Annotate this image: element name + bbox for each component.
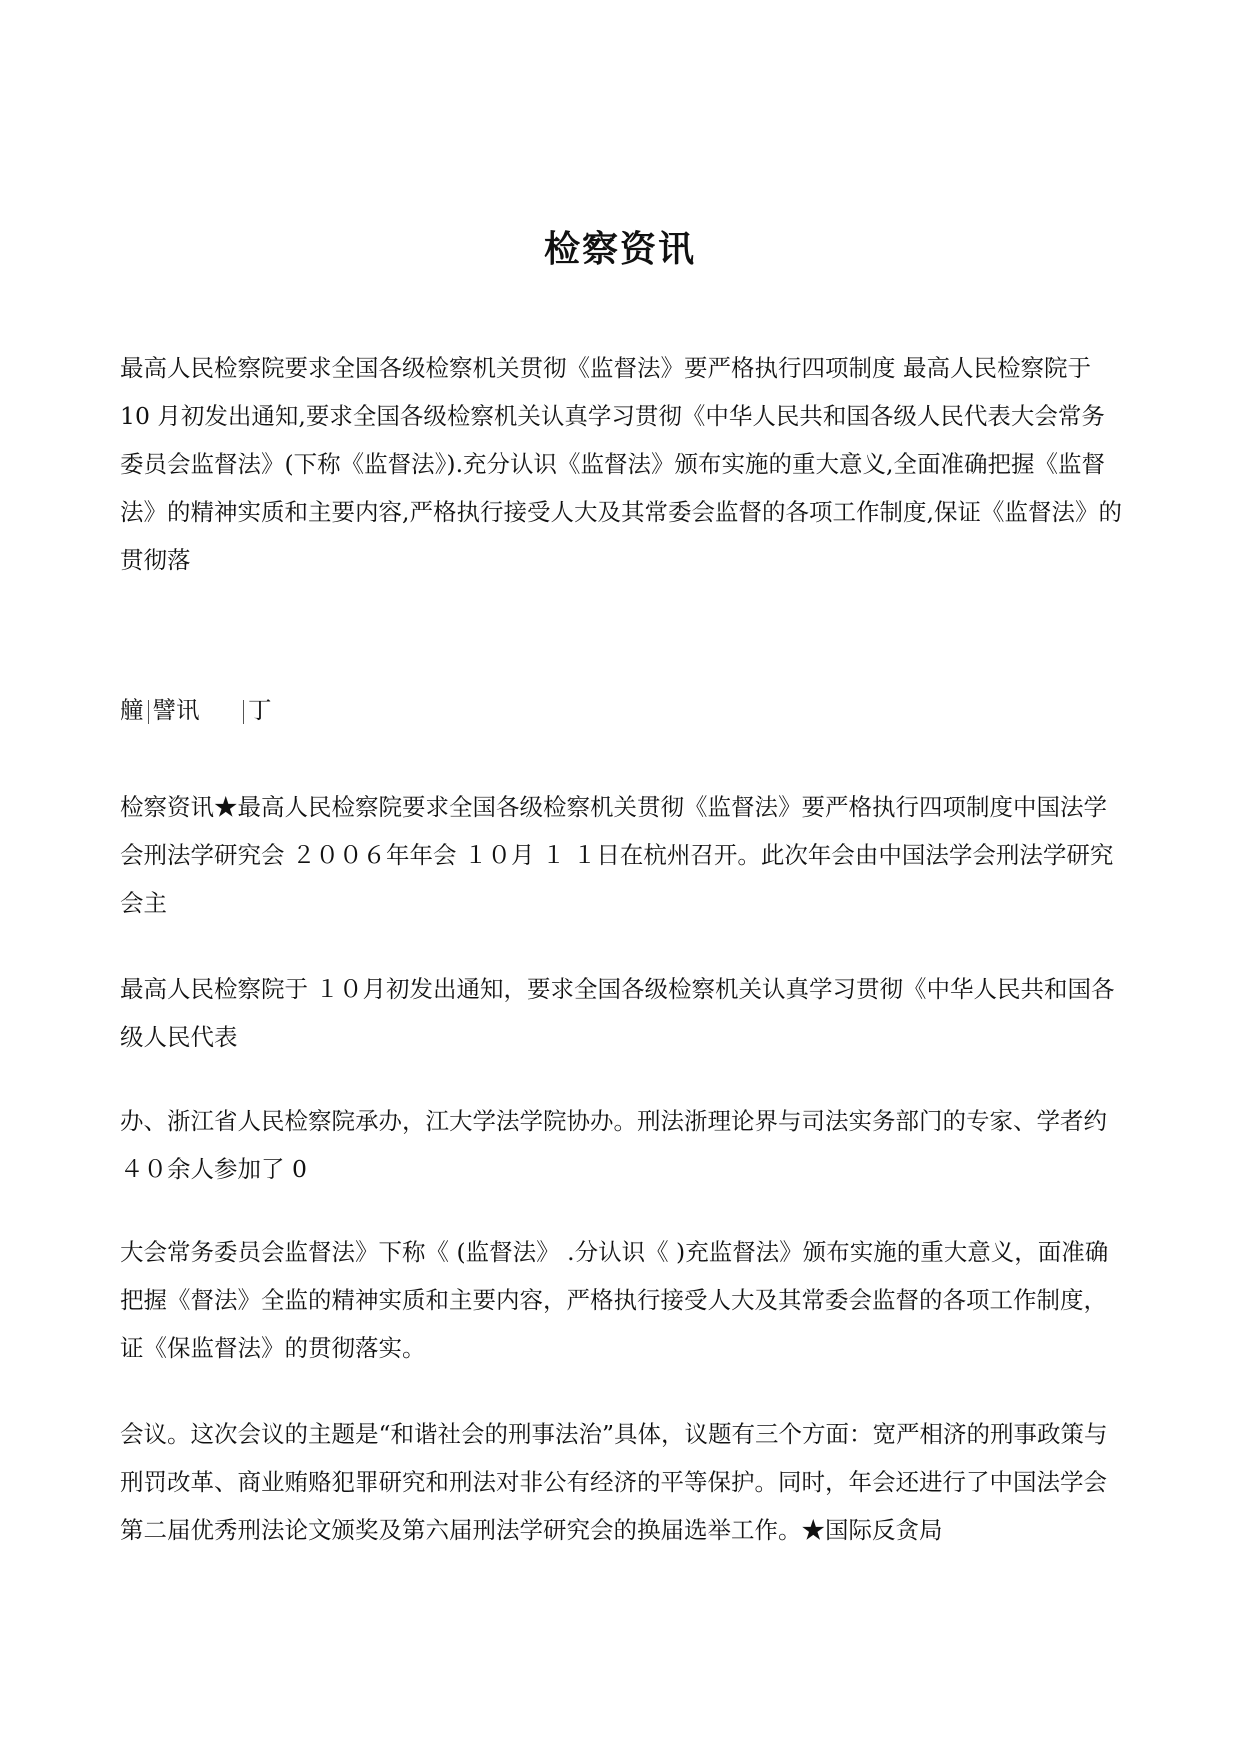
glitch-separator: [148, 700, 149, 724]
paragraph-5: 大会常务委员会监督法》下称《 (监督法》 .分认识《 )充监督法》颁布实施的重大意义，面准确把握《督法》全监的精神实质和主要内容，严格执行接受人大及其常委会监督的各项工作制度，证《保监督法》的贯彻落实。: [120, 1238, 1109, 1362]
glitch-separator: [243, 700, 244, 724]
garbled-text-2: 譬讯: [152, 696, 200, 724]
paragraph-3: 最高人民检察院于 １０月初发出通知，要求全国各级检察机关认真学习贯彻《中华人民共和国各级人民代表: [120, 975, 1115, 1051]
garbled-text-1: 艟: [120, 696, 144, 724]
garbled-line: [120, 686, 1125, 734]
paragraph-2: 检察资讯★最高人民检察院要求全国各级检察机关贯彻《监督法》要严格执行四项制度中国法学会刑法学研究会 ２００６年年会 １０月 １ １日在杭州召开。此次年会由中国法学会刑法学研究会主: [120, 793, 1114, 917]
paragraph-1: 最高人民检察院要求全国各级检察机关贯彻《监督法》要严格执行四项制度 最高人民检察院于 10 月初发出通知,要求全国各级检察机关认真学习贯彻《中华人民共和国各级人民代表大会常务委员会监督法》(下称《监督法》).充分认识《监督法》颁布实施的重大意义,全面准确把握《监督法》的精神实质和主要内容,严格执行接受人大及其常委会监督的各项工作制度,保证《监督法》的贯彻落: [120, 354, 1122, 574]
paragraph-4: 办、浙江省人民检察院承办，江大学法学院协办。刑法浙理论界与司法实务部门的专家、学者约 ４０余人参加了 0: [120, 1107, 1107, 1183]
paragraph-6: 会议。这次会议的主题是“和谐社会的刑事法治”具体，议题有三个方面：宽严相济的刑事政策与刑罚改革、商业贿赂犯罪研究和刑法对非公有经济的平等保护。同时，年会还进行了中国法学会第二届优秀刑法论文颁奖及第六届刑法学研究会的换届选举工作。★国际反贪局: [120, 1420, 1108, 1544]
garbled-text-3: ㆜: [247, 696, 272, 724]
page-title: 检察资讯: [543, 228, 696, 270]
